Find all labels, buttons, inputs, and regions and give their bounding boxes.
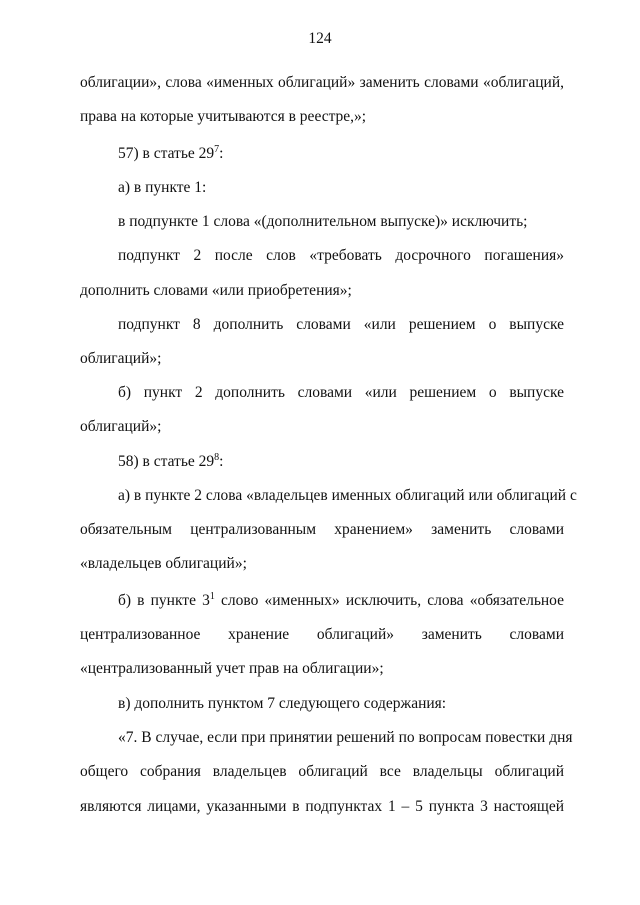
text-line-19: в) дополнить пунктом 7 следующего содержания: <box>118 695 447 712</box>
superscript-8: 8 <box>214 452 220 463</box>
text-line-21: общего собрания владельцев облигаций все владельцы облигаций <box>80 763 564 780</box>
text-line-16: б) в пункте $3^1$ слово «именных» исключить, слова «обязательное <box>118 591 565 609</box>
text-line-20: «7. В случае, если при принятии решений по вопросам повестки дня <box>118 729 573 746</box>
text-line-18: «централизованный учет прав на облигации»; <box>80 660 384 677</box>
text-line-2: права на которые учитываются в реестре,»; <box>80 108 367 125</box>
superscript-7: 7 <box>214 144 220 155</box>
text-line-8: подпункт 8 дополнить словами «или решением о выпуске <box>118 316 564 333</box>
page-number: 124 <box>308 30 332 47</box>
text-line-6: подпункт 2 после слов «требовать досрочного погашения» <box>118 247 564 264</box>
text-line-10: б) пункт 2 дополнить словами «или решением о выпуске <box>118 384 564 401</box>
text-line-12: 58) в статье $29^8$: <box>118 452 224 470</box>
text-line-15: «владельцев облигаций»; <box>80 555 247 572</box>
text-line-1: облигации», слова «именных облигаций» заменить словами «облигаций, <box>80 74 564 91</box>
text-line-17: централизованное хранение облигаций» заменить словами <box>80 626 564 643</box>
text-line-7: дополнить словами «или приобретения»; <box>80 282 352 299</box>
text-line-9: облигаций»; <box>80 350 162 367</box>
text-line-13: а) в пункте 2 слова «владельцев именных облигаций или облигаций с <box>118 487 577 504</box>
text-line-5: в подпункте 1 слова «(дополнительном выпуске)» исключить; <box>118 213 528 230</box>
text-line-11: облигаций»; <box>80 418 162 435</box>
superscript-1: 1 <box>209 591 215 602</box>
text-line-14: обязательным централизованным хранением» заменить словами <box>80 521 564 538</box>
text-line-22: являются лицами, указанными в подпунктах 1 – 5 пункта 3 настоящей <box>80 798 564 815</box>
text-line-3: 57) в статье $29^7$: <box>118 144 224 162</box>
text-line-4: а) в пункте 1: <box>118 179 207 196</box>
